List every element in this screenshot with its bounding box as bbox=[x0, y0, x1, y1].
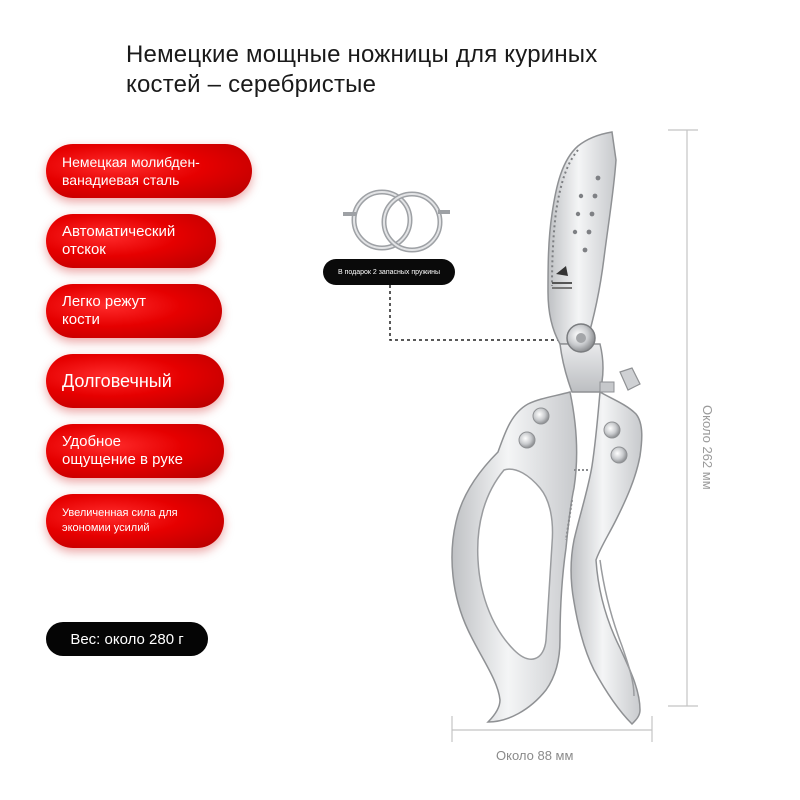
feature-text: отскок bbox=[62, 241, 106, 258]
feature-text: Легко режут bbox=[62, 293, 146, 310]
feature-text: Удобное bbox=[62, 433, 122, 450]
gift-springs-badge: В подарок 2 запасных пружины bbox=[323, 259, 455, 285]
feature-text: ощущение в руке bbox=[62, 451, 183, 468]
feature-text: Автоматический bbox=[62, 223, 176, 240]
weight-badge: Вес: около 280 г bbox=[46, 622, 208, 656]
callout-line bbox=[390, 285, 570, 340]
title-line-1: Немецкие мощные ножницы для куриных bbox=[126, 41, 598, 68]
feature-text: Немецкая молибден- bbox=[62, 154, 200, 170]
feature-text: Долговечный bbox=[62, 371, 172, 391]
feature-text: экономии усилий bbox=[62, 522, 150, 534]
feature-text: кости bbox=[62, 311, 100, 328]
feature-text: ванадиевая сталь bbox=[62, 172, 180, 188]
title-line-2: костей – серебристые bbox=[126, 71, 377, 98]
width-dimension-label: Около 88 мм bbox=[496, 748, 574, 763]
feature-text: Увеличенная сила для bbox=[62, 507, 178, 519]
scissors-product-image bbox=[452, 132, 642, 724]
spring-rings-icon bbox=[343, 192, 450, 250]
length-dimension-label: Около 262 мм bbox=[700, 405, 715, 490]
